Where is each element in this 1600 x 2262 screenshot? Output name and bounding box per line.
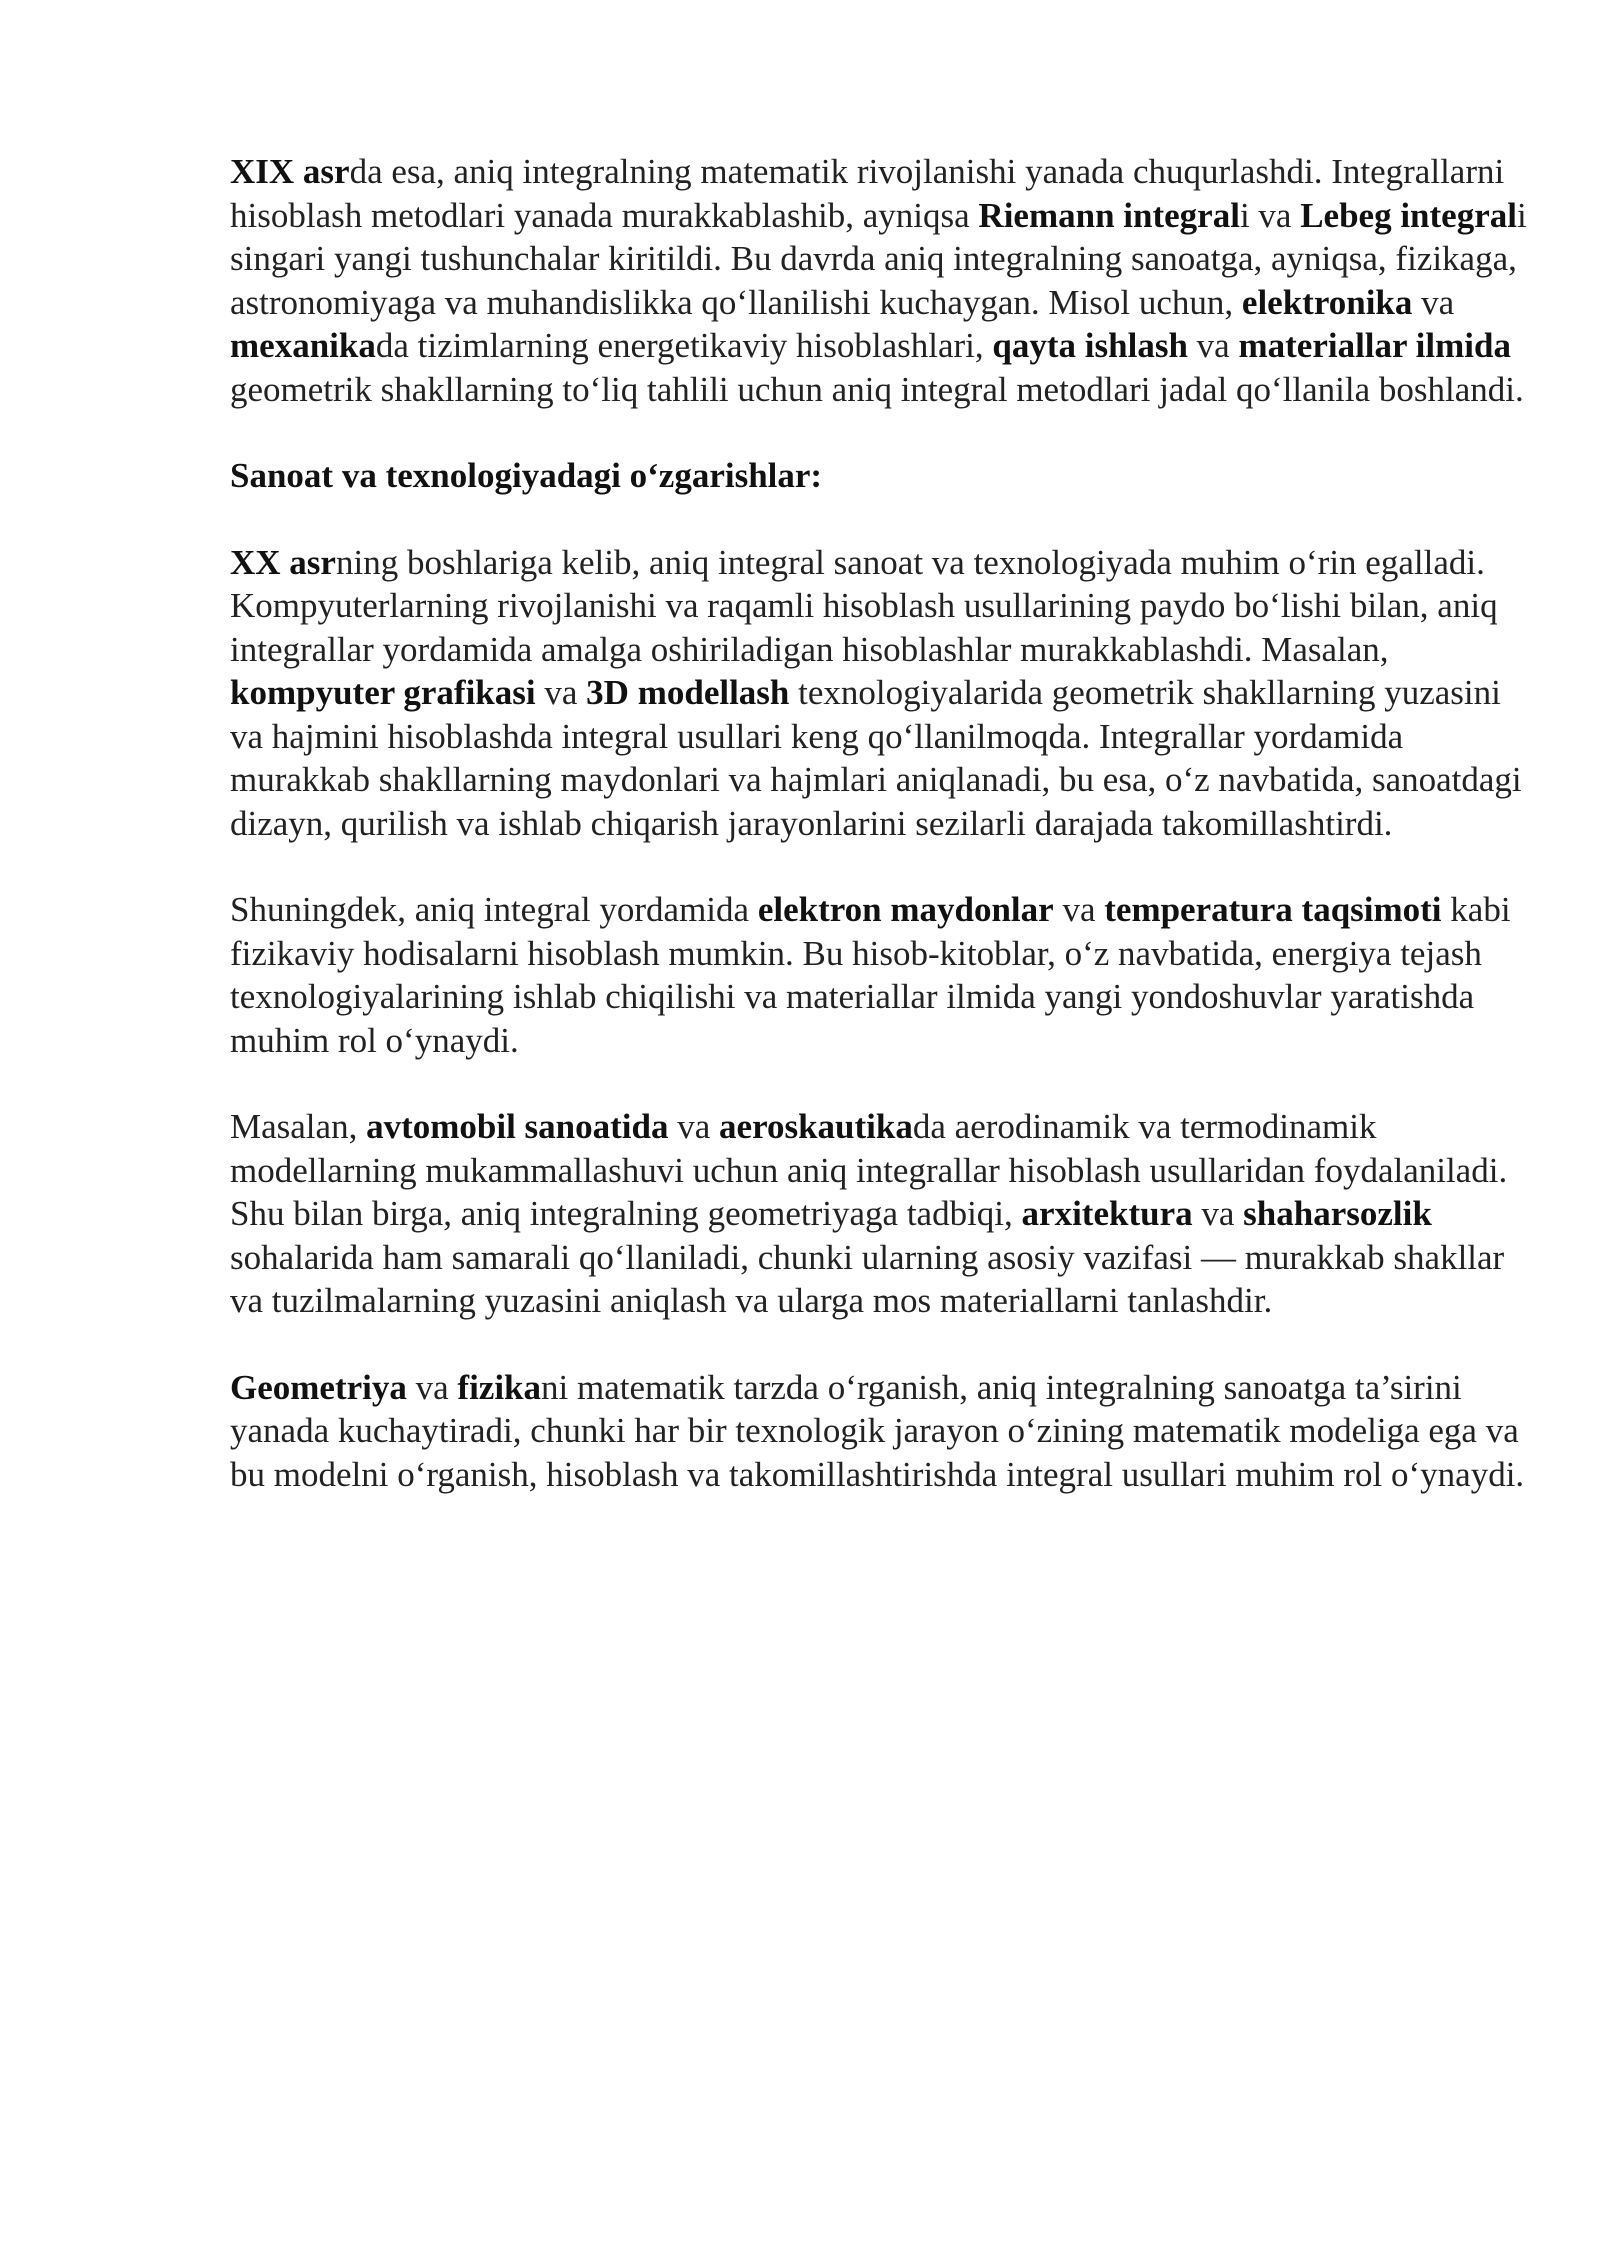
text-run: va	[535, 673, 587, 712]
bold-term: avtomobil sanoatida	[366, 1107, 669, 1146]
bold-term: temperatura taqsimoti	[1104, 890, 1442, 929]
text-run: da aerodinamik va termodinamik modellarning mukammallashuvi uchun aniq integrallar hisoblash usullaridan foydalaniladi. Shu bilan birga, aniq integralning geometriyaga tadbiqi,	[230, 1107, 1508, 1233]
text-run: da tizimlarning energetikaviy hisoblashlari,	[375, 326, 993, 365]
bold-term: Geometriya	[230, 1367, 407, 1407]
bold-term: shaharsozlik	[1243, 1194, 1432, 1233]
bold-term: XX asr	[230, 542, 336, 582]
bold-term: Sanoat va texnologiyadagi o‘zgarishlar:	[230, 456, 823, 495]
text-run: da esa, aniq integralning matematik rivojlanishi yanada chuqurlashdi. Integrallarni hisoblash metodlari yanada murakkablashib, ayniqsa	[230, 152, 1505, 235]
text-run: geometrik shakllarning to‘liq tahlili uchun aniq integral metodlari jadal qo‘llanila boshlandi.	[230, 369, 1524, 409]
text-run: kabi fizikaviy hodisalarni hisoblash mumkin. Bu hisob-kitoblar, o‘z navbatida, energiya tejash texnologiyalarining ishlab chiqilishi va materiallar ilmida yangi yondoshuvlar yaratishda muhim rol o‘ynaydi.	[230, 890, 1511, 1060]
body-paragraph	[230, 1366, 1530, 1497]
text-run: va	[1187, 326, 1239, 365]
body-paragraph	[230, 888, 1530, 1062]
body-paragraph	[230, 150, 1530, 411]
text-run: va	[668, 1107, 720, 1146]
bold-term: kompyuter grafikasi	[230, 673, 536, 712]
text-run: texnologiyalarida geometrik shakllarning yuzasini va hajmini hisoblashda integral usullari keng qo‘llanilmoqda. Integrallar yordamida murakkab shakllarning maydonlari va hajmlari aniqlanadi, bu esa, o‘z navbatida, sanoatdagi dizayn, qurilish va ishlab chiqarish jarayonlarini sezilarli darajada takomillashtirdi.	[230, 673, 1522, 843]
bold-term: 3D modellash	[586, 673, 790, 712]
bold-term: aeroskautika	[719, 1107, 913, 1146]
body-paragraph	[230, 541, 1530, 846]
text-run: Shuningdek, aniq integral yordamida	[230, 890, 758, 929]
text-run: i va	[1239, 195, 1301, 235]
body-paragraph	[230, 1105, 1530, 1323]
text-run: va	[1053, 890, 1105, 929]
bold-term: fizika	[457, 1367, 542, 1407]
text-run: sohalarida ham samarali qo‘llaniladi, chunki ularning asosiy vazifasi — murakkab shakllar va tuzilmalarning yuzasini aniqlash va ularga mos materiallarni tanlashdir.	[230, 1237, 1505, 1320]
text-run: va	[406, 1367, 458, 1407]
text-run: va	[1192, 1194, 1244, 1233]
document-page	[230, 150, 1530, 1539]
bold-term: Riemann integral	[978, 195, 1240, 235]
bold-term: XIX asr	[230, 152, 350, 191]
bold-term: elektronika	[1241, 282, 1413, 322]
bold-term: mexanika	[230, 326, 376, 365]
text-run: Masalan,	[230, 1107, 367, 1146]
text-run: i singari yangi tushunchalar kiritildi. Bu davrda aniq integralning sanoatga, ayniqsa, fizikaga, astronomiyaga va muhandislikka qo‘llanilishi kuchaygan. Misol uchun,	[230, 195, 1527, 322]
bold-term: materiallar ilmida	[1238, 326, 1511, 365]
text-run: ning boshlariga kelib, aniq integral sanoat va texnologiyada muhim o‘rin egalladi. Kompyuterlarning rivojlanishi va raqamli hisoblash usullarining paydo bo‘lishi bilan, aniq integrallar yordamida amalga oshiriladigan hisoblashlar murakkablashdi. Masalan,	[230, 542, 1498, 669]
bold-term: arxitektura	[1021, 1194, 1193, 1233]
bold-term: elektron maydonlar	[757, 890, 1054, 929]
text-run: ni matematik tarzda o‘rganish, aniq integralning sanoatga ta’sirini yanada kuchaytiradi, chunki har bir texnologik jarayon o‘zining matematik modeliga ega va bu modelni o‘rganish, hisoblash va takomillashtirishda integral usullari muhim rol o‘ynaydi.	[230, 1367, 1525, 1494]
section-heading	[230, 454, 1530, 498]
bold-term: Lebeg integral	[1300, 195, 1517, 235]
text-run: va	[1412, 282, 1455, 322]
bold-term: qayta ishlash	[992, 326, 1188, 365]
